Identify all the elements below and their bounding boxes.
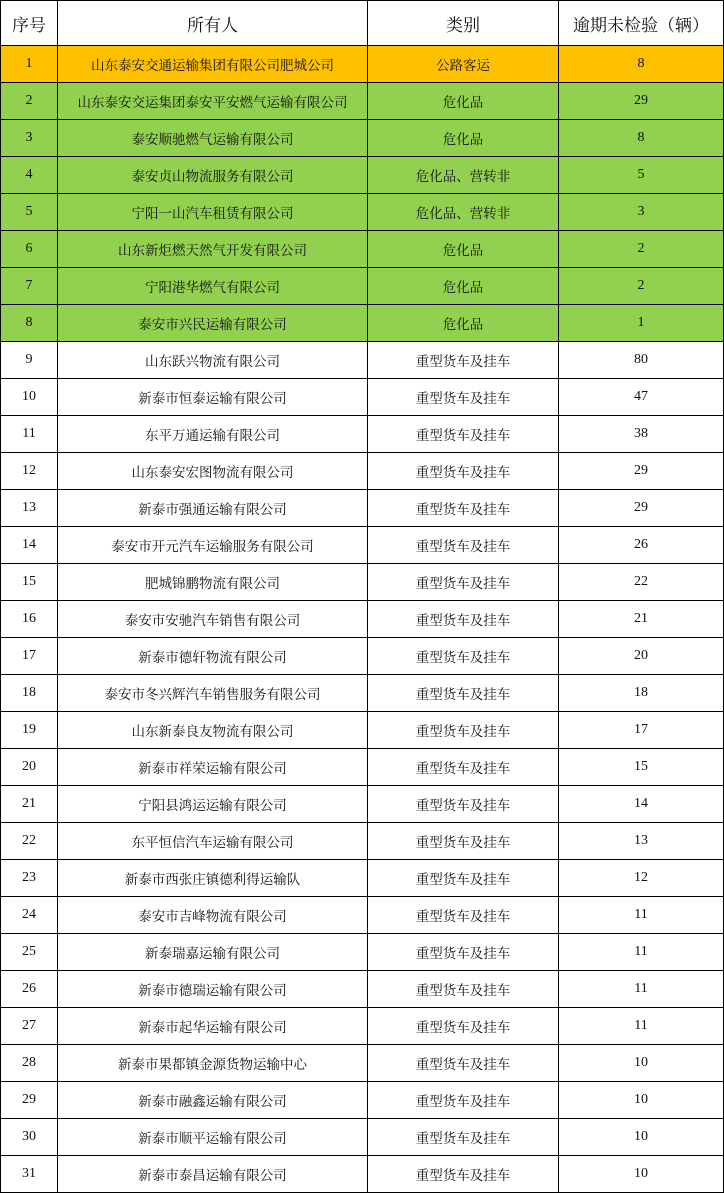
row-category-cell: 重型货车及挂车	[368, 1082, 559, 1119]
row-no-cell: 23	[1, 860, 58, 897]
row-category-cell: 重型货车及挂车	[368, 1045, 559, 1082]
header-no: 序号	[1, 1, 58, 46]
row-count-cell: 2	[559, 268, 724, 305]
row-owner-cell: 新泰市德瑞运输有限公司	[58, 971, 368, 1008]
row-owner-cell: 泰安顺驰燃气运输有限公司	[58, 120, 368, 157]
row-no-cell: 27	[1, 1008, 58, 1045]
row-no-cell: 28	[1, 1045, 58, 1082]
table-row	[1, 601, 724, 638]
row-category-cell: 重型货车及挂车	[368, 453, 559, 490]
row-count-cell: 2	[559, 231, 724, 268]
row-category-cell: 危化品	[368, 83, 559, 120]
row-count-cell: 1	[559, 305, 724, 342]
header-owner: 所有人	[58, 1, 368, 46]
table-row	[1, 342, 724, 379]
table-row	[1, 1119, 724, 1156]
row-category-cell: 危化品	[368, 268, 559, 305]
row-owner-cell: 泰安市吉峰物流有限公司	[58, 897, 368, 934]
table-row	[1, 379, 724, 416]
table-row	[1, 416, 724, 453]
row-count-cell: 11	[559, 971, 724, 1008]
row-owner-cell: 肥城锦鹏物流有限公司	[58, 564, 368, 601]
table-row	[1, 527, 724, 564]
row-owner-cell: 新泰市恒泰运输有限公司	[58, 379, 368, 416]
row-category-cell: 重型货车及挂车	[368, 527, 559, 564]
table-row	[1, 1156, 724, 1193]
table-row	[1, 120, 724, 157]
row-owner-cell: 宁阳港华燃气有限公司	[58, 268, 368, 305]
row-no-cell: 9	[1, 342, 58, 379]
row-owner-cell: 山东跃兴物流有限公司	[58, 342, 368, 379]
row-no-cell: 16	[1, 601, 58, 638]
row-category-cell: 重型货车及挂车	[368, 860, 559, 897]
header-overdue-count: 逾期未检验（辆）	[559, 1, 724, 46]
row-no-cell: 25	[1, 934, 58, 971]
table-row	[1, 712, 724, 749]
row-count-cell: 14	[559, 786, 724, 823]
row-owner-cell: 泰安市兴民运输有限公司	[58, 305, 368, 342]
row-owner-cell: 泰安贞山物流服务有限公司	[58, 157, 368, 194]
row-owner-cell: 新泰市德轩物流有限公司	[58, 638, 368, 675]
row-count-cell: 5	[559, 157, 724, 194]
row-owner-cell: 宁阳一山汽车租赁有限公司	[58, 194, 368, 231]
row-count-cell: 38	[559, 416, 724, 453]
row-owner-cell: 山东泰安宏图物流有限公司	[58, 453, 368, 490]
row-owner-cell: 新泰瑞嘉运输有限公司	[58, 934, 368, 971]
table-row	[1, 1082, 724, 1119]
row-no-cell: 5	[1, 194, 58, 231]
row-count-cell: 13	[559, 823, 724, 860]
row-count-cell: 21	[559, 601, 724, 638]
row-category-cell: 重型货车及挂车	[368, 971, 559, 1008]
row-category-cell: 重型货车及挂车	[368, 823, 559, 860]
row-owner-cell: 新泰市果都镇金源货物运输中心	[58, 1045, 368, 1082]
row-no-cell: 14	[1, 527, 58, 564]
table-row	[1, 305, 724, 342]
row-category-cell: 重型货车及挂车	[368, 601, 559, 638]
row-category-cell: 重型货车及挂车	[368, 638, 559, 675]
table-row	[1, 157, 724, 194]
row-no-cell: 19	[1, 712, 58, 749]
table-row	[1, 564, 724, 601]
table-row	[1, 749, 724, 786]
row-count-cell: 17	[559, 712, 724, 749]
row-no-cell: 11	[1, 416, 58, 453]
table-row	[1, 786, 724, 823]
row-no-cell: 17	[1, 638, 58, 675]
row-category-cell: 重型货车及挂车	[368, 934, 559, 971]
row-owner-cell: 泰安市安驰汽车销售有限公司	[58, 601, 368, 638]
row-no-cell: 21	[1, 786, 58, 823]
row-category-cell: 重型货车及挂车	[368, 749, 559, 786]
row-no-cell: 26	[1, 971, 58, 1008]
row-category-cell: 重型货车及挂车	[368, 416, 559, 453]
row-count-cell: 10	[559, 1082, 724, 1119]
row-owner-cell: 东平恒信汽车运输有限公司	[58, 823, 368, 860]
row-owner-cell: 新泰市顺平运输有限公司	[58, 1119, 368, 1156]
row-no-cell: 7	[1, 268, 58, 305]
row-category-cell: 重型货车及挂车	[368, 342, 559, 379]
row-owner-cell: 山东泰安交运集团泰安平安燃气运输有限公司	[58, 83, 368, 120]
row-no-cell: 13	[1, 490, 58, 527]
row-no-cell: 2	[1, 83, 58, 120]
row-owner-cell: 新泰市泰昌运输有限公司	[58, 1156, 368, 1193]
row-count-cell: 8	[559, 120, 724, 157]
row-category-cell: 重型货车及挂车	[368, 490, 559, 527]
table-row	[1, 1045, 724, 1082]
table-row	[1, 934, 724, 971]
row-category-cell: 重型货车及挂车	[368, 712, 559, 749]
table-row	[1, 490, 724, 527]
row-count-cell: 11	[559, 897, 724, 934]
row-count-cell: 29	[559, 490, 724, 527]
row-count-cell: 18	[559, 675, 724, 712]
row-category-cell: 公路客运	[368, 46, 559, 83]
row-count-cell: 26	[559, 527, 724, 564]
row-count-cell: 29	[559, 83, 724, 120]
row-count-cell: 11	[559, 934, 724, 971]
row-owner-cell: 山东泰安交通运输集团有限公司肥城公司	[58, 46, 368, 83]
table-row	[1, 83, 724, 120]
table-row	[1, 971, 724, 1008]
row-owner-cell: 东平万通运输有限公司	[58, 416, 368, 453]
row-owner-cell: 新泰市起华运输有限公司	[58, 1008, 368, 1045]
row-owner-cell: 山东新泰良友物流有限公司	[58, 712, 368, 749]
row-count-cell: 80	[559, 342, 724, 379]
row-count-cell: 10	[559, 1045, 724, 1082]
row-category-cell: 重型货车及挂车	[368, 379, 559, 416]
row-no-cell: 31	[1, 1156, 58, 1193]
row-no-cell: 8	[1, 305, 58, 342]
row-category-cell: 危化品	[368, 305, 559, 342]
row-count-cell: 15	[559, 749, 724, 786]
row-owner-cell: 新泰市西张庄镇德利得运输队	[58, 860, 368, 897]
row-count-cell: 8	[559, 46, 724, 83]
table-row	[1, 453, 724, 490]
row-count-cell: 10	[559, 1156, 724, 1193]
row-no-cell: 20	[1, 749, 58, 786]
row-category-cell: 重型货车及挂车	[368, 786, 559, 823]
row-no-cell: 18	[1, 675, 58, 712]
row-count-cell: 11	[559, 1008, 724, 1045]
row-count-cell: 22	[559, 564, 724, 601]
table-row	[1, 46, 724, 83]
row-count-cell: 12	[559, 860, 724, 897]
table-row	[1, 860, 724, 897]
row-no-cell: 3	[1, 120, 58, 157]
table-row	[1, 194, 724, 231]
header-category: 类别	[368, 1, 559, 46]
row-category-cell: 重型货车及挂车	[368, 564, 559, 601]
row-category-cell: 重型货车及挂车	[368, 1156, 559, 1193]
table-row	[1, 823, 724, 860]
row-category-cell: 重型货车及挂车	[368, 897, 559, 934]
row-owner-cell: 泰安市冬兴辉汽车销售服务有限公司	[58, 675, 368, 712]
row-no-cell: 22	[1, 823, 58, 860]
row-category-cell: 危化品、营转非	[368, 157, 559, 194]
header-row	[1, 1, 724, 46]
row-no-cell: 15	[1, 564, 58, 601]
row-count-cell: 29	[559, 453, 724, 490]
row-category-cell: 危化品	[368, 231, 559, 268]
row-no-cell: 1	[1, 46, 58, 83]
row-no-cell: 24	[1, 897, 58, 934]
row-count-cell: 47	[559, 379, 724, 416]
row-count-cell: 10	[559, 1119, 724, 1156]
row-owner-cell: 宁阳县鸿运运输有限公司	[58, 786, 368, 823]
table-row	[1, 675, 724, 712]
row-no-cell: 6	[1, 231, 58, 268]
row-count-cell: 3	[559, 194, 724, 231]
table-row	[1, 897, 724, 934]
row-owner-cell: 山东新炬燃天然气开发有限公司	[58, 231, 368, 268]
row-category-cell: 重型货车及挂车	[368, 675, 559, 712]
table-row	[1, 638, 724, 675]
row-category-cell: 危化品	[368, 120, 559, 157]
row-owner-cell: 新泰市强通运输有限公司	[58, 490, 368, 527]
row-no-cell: 4	[1, 157, 58, 194]
row-owner-cell: 新泰市融鑫运输有限公司	[58, 1082, 368, 1119]
row-owner-cell: 新泰市祥荣运输有限公司	[58, 749, 368, 786]
table-row	[1, 231, 724, 268]
row-count-cell: 20	[559, 638, 724, 675]
table-row	[1, 268, 724, 305]
row-no-cell: 29	[1, 1082, 58, 1119]
row-no-cell: 12	[1, 453, 58, 490]
row-owner-cell: 泰安市开元汽车运输服务有限公司	[58, 527, 368, 564]
table-row	[1, 1008, 724, 1045]
row-no-cell: 10	[1, 379, 58, 416]
row-category-cell: 重型货车及挂车	[368, 1008, 559, 1045]
row-category-cell: 重型货车及挂车	[368, 1119, 559, 1156]
row-no-cell: 30	[1, 1119, 58, 1156]
row-category-cell: 危化品、营转非	[368, 194, 559, 231]
